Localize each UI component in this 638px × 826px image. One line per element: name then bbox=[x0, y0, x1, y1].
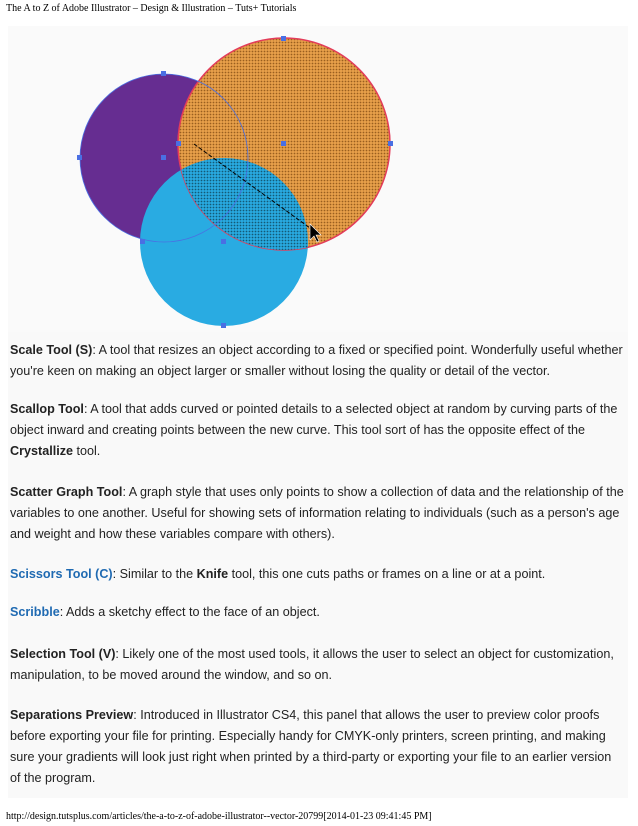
entry-separations-preview bbox=[10, 705, 624, 789]
term-scatter-graph-tool: Scatter Graph Tool bbox=[10, 485, 123, 499]
ref-crystallize: Crystallize bbox=[10, 444, 73, 458]
definition-scissors-tool: : Similar to the bbox=[112, 567, 197, 581]
entry-scatter-graph-tool bbox=[10, 482, 624, 545]
term-separations-preview: Separations Preview bbox=[10, 708, 134, 722]
glossary-content bbox=[8, 332, 628, 798]
entry-scissors-tool bbox=[10, 564, 624, 585]
page-footer: http://design.tutsplus.com/articles/the-a-to-z-of-adobe-illustrator--vector-20799[2014-01-23 09:41:45 PM] bbox=[6, 811, 432, 822]
definition-scribble: : Adds a sketchy effect to the face of an object. bbox=[59, 605, 320, 619]
entry-scribble bbox=[10, 602, 624, 623]
definition-selection-tool: : Likely one of the most used tools, it allows the user to select an object for customization, manipulation, to be moved around the window, and so on. bbox=[10, 647, 614, 682]
definition-separations-preview: : Introduced in Illustrator CS4, this panel that allows the user to preview color proofs before exporting your file for printing. Especially handy for CMYK-only printers, screen printing, and making sure your gradients will look just right when printed by a third-party or exporting your file to an earlier version of the program. bbox=[10, 708, 612, 785]
ref-knife: Knife bbox=[196, 567, 229, 581]
illustration-figure bbox=[8, 26, 628, 332]
entry-scale-tool bbox=[10, 340, 624, 382]
definition-scatter-graph-tool: : A graph style that uses only points to show a collection of data and the relationship of the variables to one another. Useful for showing sets of information relating to individuals (such as a person's age and weight and how these variables compare with others). bbox=[10, 485, 624, 541]
entry-selection-tool bbox=[10, 644, 624, 686]
page-header: The A to Z of Adobe Illustrator – Design & Illustration – Tuts+ Tutorials bbox=[6, 3, 297, 14]
link-scribble[interactable]: Scribble bbox=[10, 605, 60, 619]
term-selection-tool: Selection Tool (V) bbox=[10, 647, 116, 661]
overlapping-circles-illustration bbox=[8, 26, 628, 332]
definition-scale-tool: : A tool that resizes an object according to a fixed or specified point. Wonderfully useful whether you're keen on making an object larger or smaller without losing the quality or detail of the vector. bbox=[10, 343, 623, 378]
entry-scallop-tool bbox=[10, 399, 624, 462]
definition-scallop-tail: tool. bbox=[73, 444, 101, 458]
link-scissors-tool[interactable]: Scissors Tool (C) bbox=[10, 567, 113, 581]
term-scale-tool: Scale Tool (S) bbox=[10, 343, 93, 357]
definition-scallop-tool: : A tool that adds curved or pointed details to a selected object at random by curving parts of the object inward and creating points between the new curve. This tool sort of has the opposite effect of the bbox=[10, 402, 618, 437]
term-scallop-tool: Scallop Tool bbox=[10, 402, 84, 416]
definition-scissors-tail: tool, this one cuts paths or frames on a line or at a point. bbox=[228, 567, 546, 581]
